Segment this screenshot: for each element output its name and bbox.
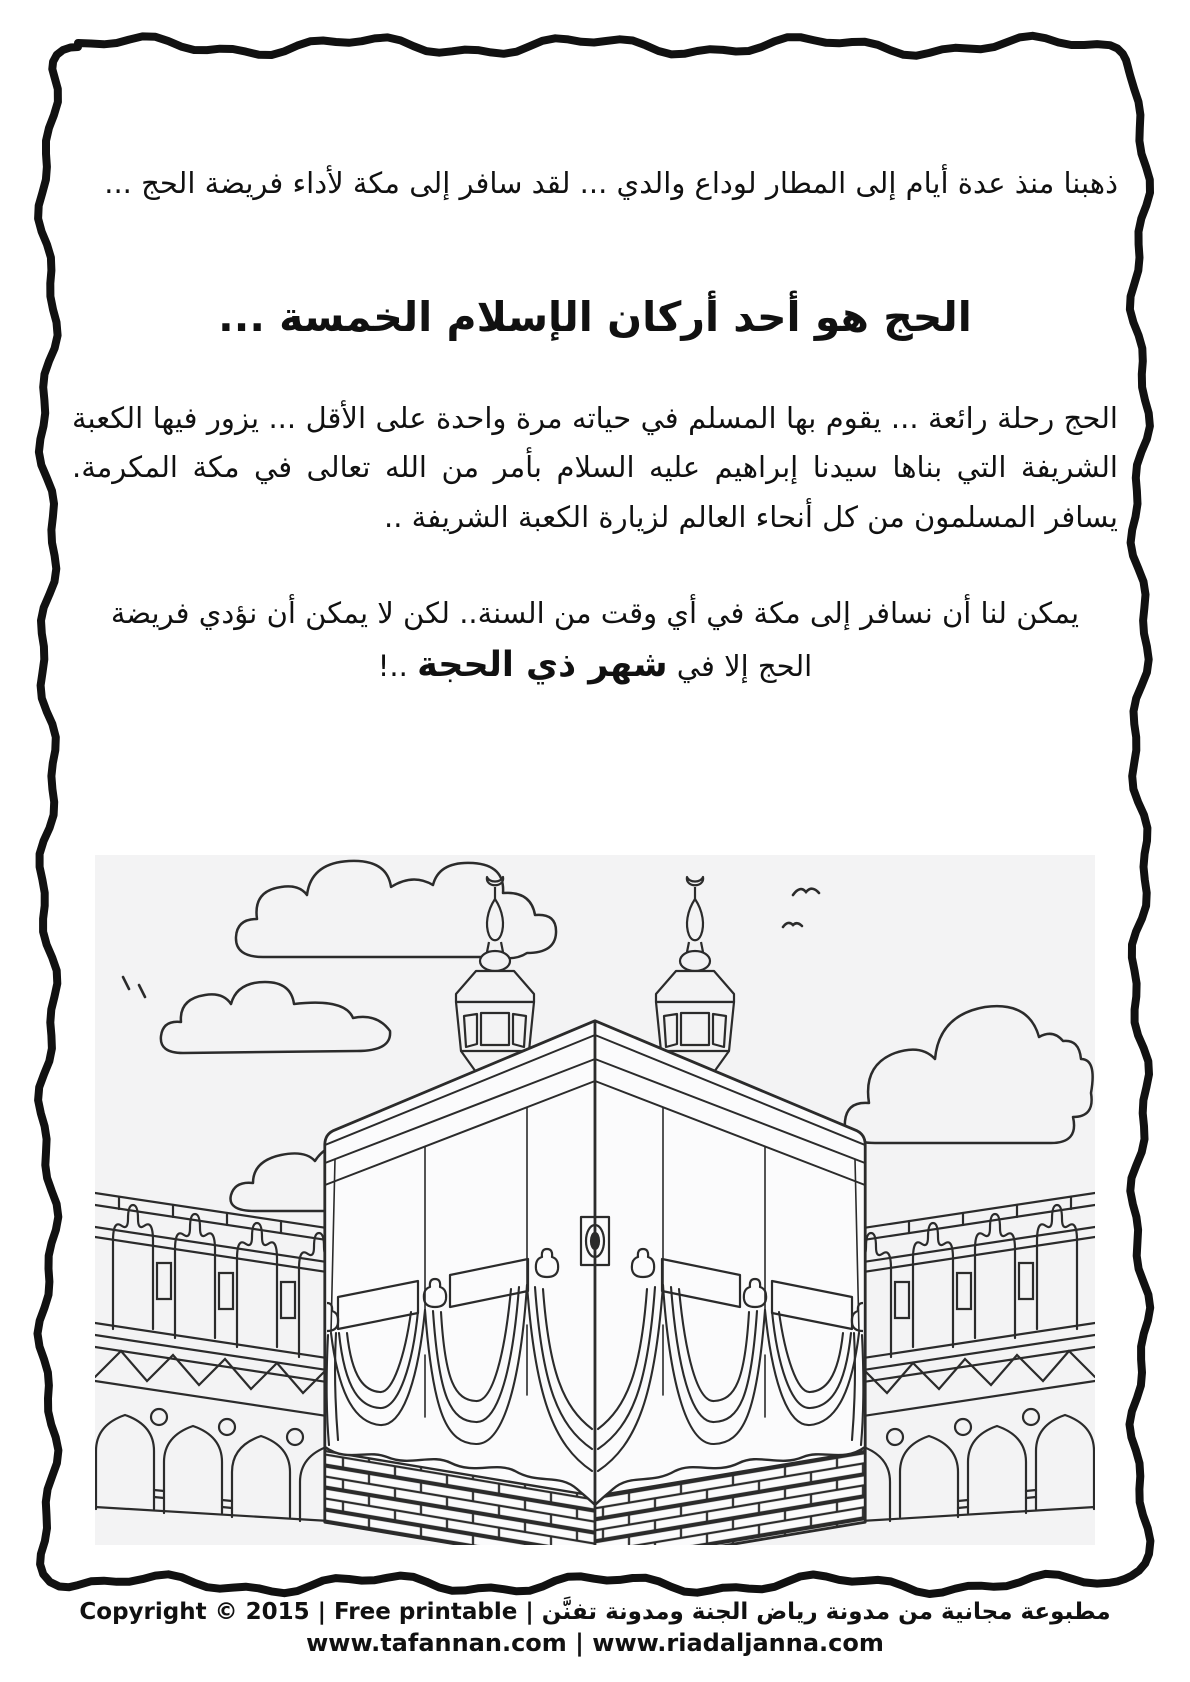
- copyright-line: Copyright © 2015 | Free printable | مطبوعة مجانية من مدونة رياض الجنة ومدونة تفنَّن: [79, 1599, 1111, 1625]
- story-paragraph-3-line2-post: ..!: [377, 648, 418, 683]
- story-heading: الحج هو أحد أركان الإسلام الخمسة ...: [218, 293, 972, 341]
- story-paragraph-3-line2-pre: الحج إلا في: [667, 648, 813, 683]
- story-paragraph-3-month-name: شهر ذي الحجة: [417, 644, 668, 685]
- kaaba-cube: [325, 1021, 865, 1545]
- kaaba-illustration: [95, 855, 1095, 1545]
- story-paragraph-1: ذهبنا منذ عدة أيام إلى المطار لوداع والدي ... لقد سافر إلى مكة لأداء فريضة الحج ...: [104, 166, 1118, 200]
- story-paragraph-3: [72, 590, 1118, 694]
- website-links: www.tafannan.com | www.riadaljanna.com: [306, 1628, 884, 1657]
- story-paragraph-3-line1: يمكن لنا أن نسافر إلى مكة في أي وقت من السنة.. لكن لا يمكن أن نؤدي فريضة: [110, 596, 1080, 630]
- story-paragraph-2: الحج رحلة رائعة ... يقوم بها المسلم في حياته مرة واحدة على الأقل ... يزور فيها الكعبة الشريفة التي بناها سيدنا إبراهيم عليه السلام بأمر من الله تعالى في مكة المكرمة. يسافر المسلمون من كل أنحاء العالم لزيارة الكعبة الشريفة ..: [72, 401, 1118, 534]
- page-footer: [0, 1598, 1190, 1658]
